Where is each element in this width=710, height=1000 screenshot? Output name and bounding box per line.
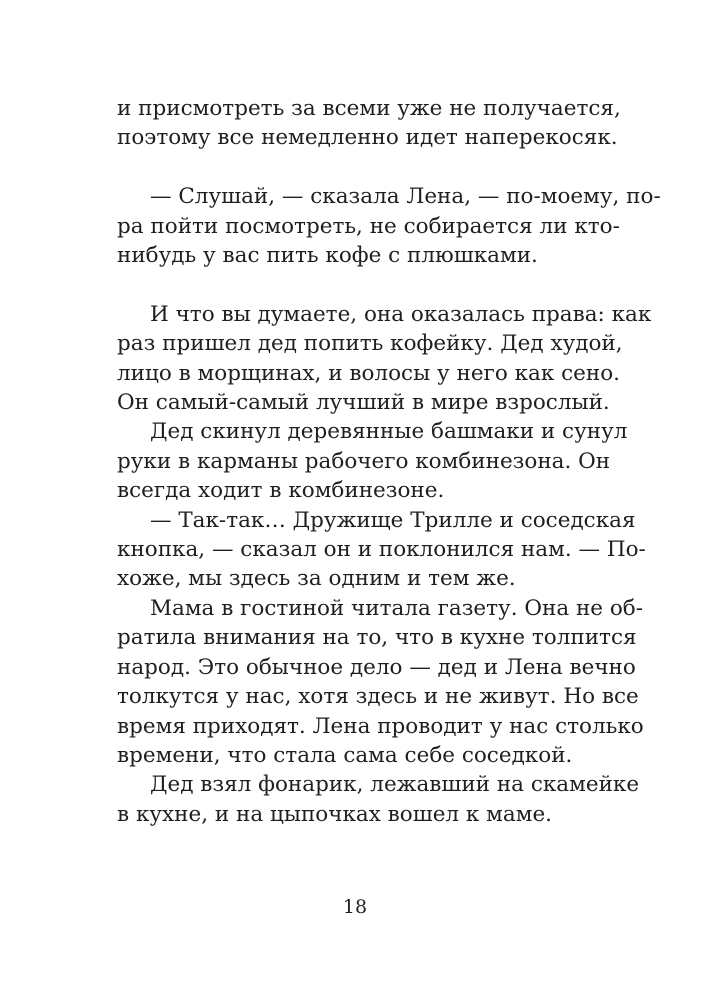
text-line: в кухне, и на цыпочках вошел к маме. [117,801,553,827]
text-line: ратила внимания на то, что в кухне толпится [117,625,637,651]
text-line: раз пришел дед попить кофейку. Дед худой, [117,331,623,357]
text-line: времени, что стала сама себе соседкой. [117,742,573,768]
text-line: — Слушай, — сказала Лена, — по-моему, по- [150,184,661,210]
text-line: кнопка, — сказал он и поклонился нам. — По- [117,537,646,563]
text-line: время приходят. Лена проводит у нас столько [117,713,644,739]
text-line: руки в карманы рабочего комбинезона. Он [117,448,611,474]
paragraph [117,770,640,829]
text-line: — Так-так… Дружище Трилле и соседская [150,507,636,533]
text-line: И что вы думаете, она оказалась права: как [150,301,652,327]
page-number: 18 [342,896,368,918]
paragraph [117,182,661,270]
text-line: и присмотреть за всеми уже не получается, [117,96,621,121]
text-line: Он самый-самый лучший в мире взрослый. [117,390,610,416]
paragraph-gap [117,153,597,182]
paragraph [117,94,621,153]
text-line: Мама в гостиной читала газету. Она не об- [150,595,644,621]
text-line: хоже, мы здесь за одним и тем же. [117,566,516,592]
text-line: народ. Это обычное дело — дед и Лена вечно [117,654,636,680]
paragraph [117,300,652,418]
text-line: всегда ходит в комбинезоне. [117,478,445,504]
text-line: ра пойти посмотреть, не собирается ли кто- [117,213,620,239]
text-line: поэтому все немедленно идет наперекосяк. [117,125,618,151]
paragraph [117,594,644,770]
text-line: толкутся у нас, хотя здесь и не живут. Но все [117,684,639,710]
paragraph [117,417,628,505]
paragraph [117,506,646,594]
text-line: Дед взял фонарик, лежавший на скамейке [150,772,640,798]
text-line: Дед скинул деревянные башмаки и сунул [150,419,628,445]
paragraph-gap [117,270,597,299]
page-text [117,94,661,829]
text-line: нибудь у вас пить кофе с плюшками. [117,243,538,269]
text-line: лицо в морщинах, и волосы у него как сено. [117,360,621,386]
